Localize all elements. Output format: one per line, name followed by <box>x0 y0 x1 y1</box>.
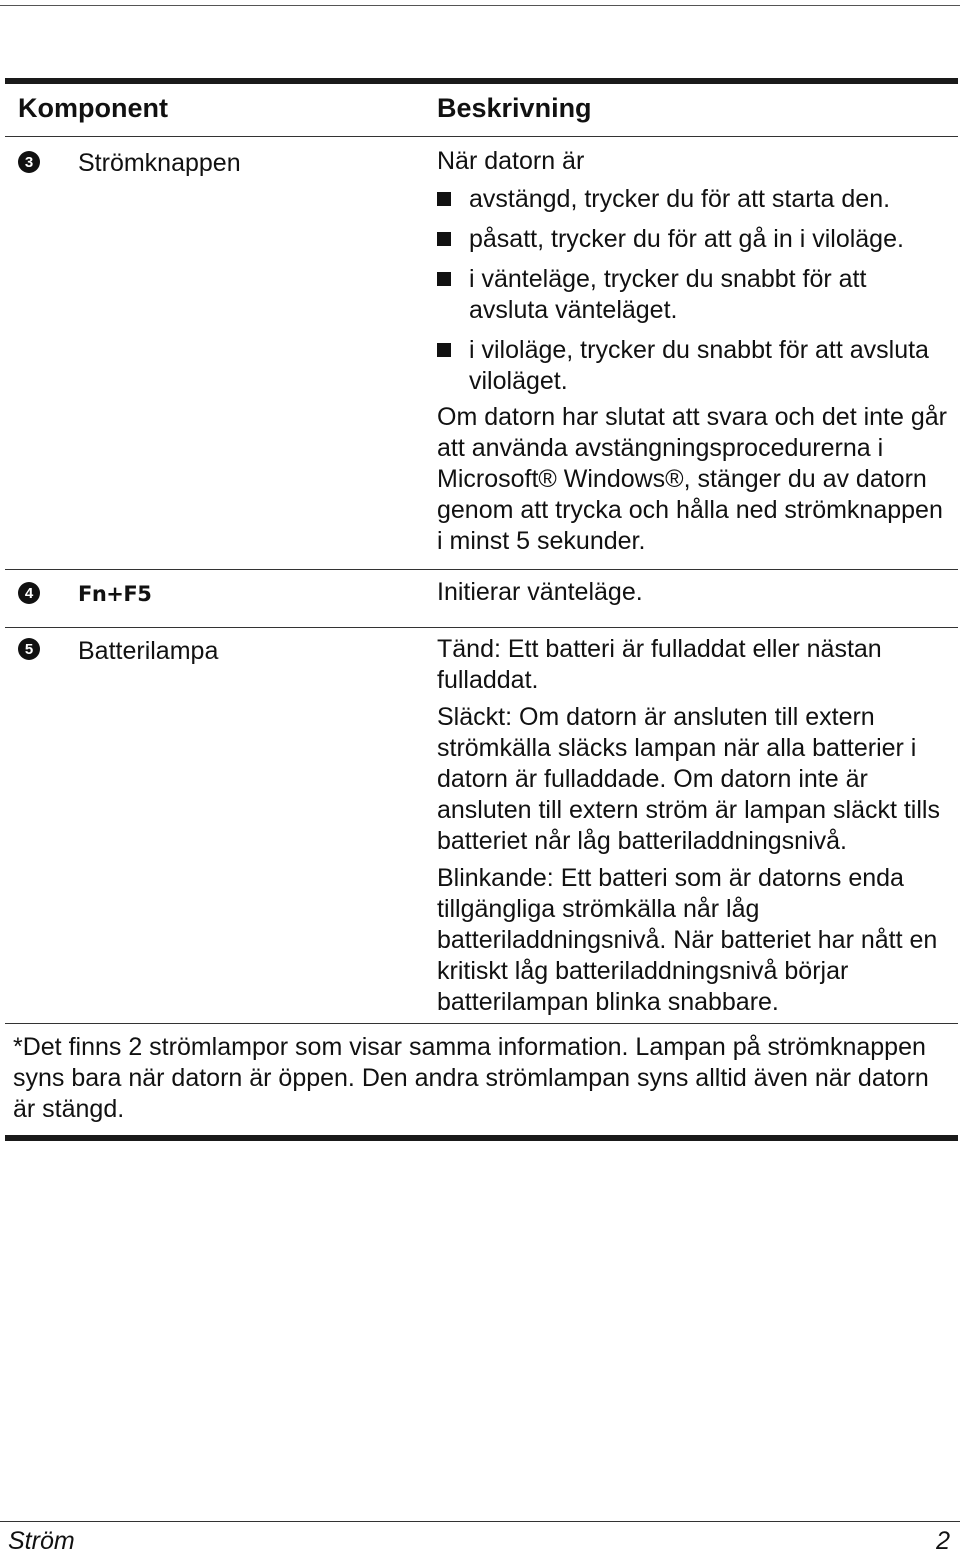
component-table <box>5 78 958 1016</box>
note-rule <box>5 1023 958 1024</box>
list-item: i vänteläge, trycker du snabbt för att avsluta vänteläget. <box>437 264 952 326</box>
bullet-square-icon <box>437 272 451 286</box>
component-name: Batterilampa <box>78 637 219 665</box>
description-intro: När datorn är <box>437 147 585 175</box>
top-rule <box>0 5 960 6</box>
description-paragraph: Tänd: Ett batteri är fulladdat eller nästan fulladdat. <box>437 635 882 694</box>
footnote: *Det finns 2 strömlampor som visar samma information. Lampan på strömknappen syns bara när datorn är öppen. Den andra strömlampan syns alltid även när datorn är stängd. <box>13 1033 929 1123</box>
table-row <box>5 137 958 569</box>
callout-number: 4 <box>18 582 40 604</box>
component-name: Strömknappen <box>78 149 241 177</box>
description-paragraph: Släckt: Om datorn är ansluten till extern strömkälla släcks lampan när alla batterier i datorn är fulladdade. Om datorn inte är ansluten till extern ström är lampan släckt tills batteriet når låg batteriladdningsnivå. <box>437 703 940 855</box>
table-header <box>5 84 958 136</box>
description-paragraph: Blinkande: Ett batteri som är datorns enda tillgängliga strömkälla når låg batteriladdningsnivå. När batteriet har nått en kritiskt låg batteriladdningsnivå börjar batterilampan blinka snabbare. <box>437 864 938 1016</box>
table-row <box>5 570 958 627</box>
description-text: Om datorn har slutat att svara och det inte går att använda avstängningsprocedurerna i Microsoft® Windows®, stänger du av datorn genom att trycka och hålla ned strömknappen i minst 5 sekunder. <box>437 403 947 555</box>
header-description: Beskrivning <box>437 93 592 123</box>
footer-section-title: Ström <box>8 1527 75 1555</box>
list-item: i viloläge, trycker du snabbt för att avsluta viloläget. <box>437 335 952 397</box>
table-bottom-rule <box>5 1135 958 1141</box>
header-component: Komponent <box>18 93 168 123</box>
footer-rule <box>0 1521 960 1522</box>
callout-number: 5 <box>18 638 40 660</box>
bullet-square-icon <box>437 232 451 246</box>
bullet-square-icon <box>437 192 451 206</box>
list-item: avstängd, trycker du för att starta den. <box>437 184 952 215</box>
page-number: 2 <box>936 1527 950 1555</box>
callout-number: 3 <box>18 151 40 173</box>
table-row <box>5 628 958 1016</box>
component-description <box>437 634 952 1018</box>
component-description <box>437 577 952 608</box>
list-item: påsatt, trycker du för att gå in i viloläge. <box>437 224 952 255</box>
component-name: Fn+F5 <box>78 582 152 606</box>
component-description <box>437 146 952 557</box>
description-text: Initierar vänteläge. <box>437 578 643 606</box>
bullet-square-icon <box>437 343 451 357</box>
